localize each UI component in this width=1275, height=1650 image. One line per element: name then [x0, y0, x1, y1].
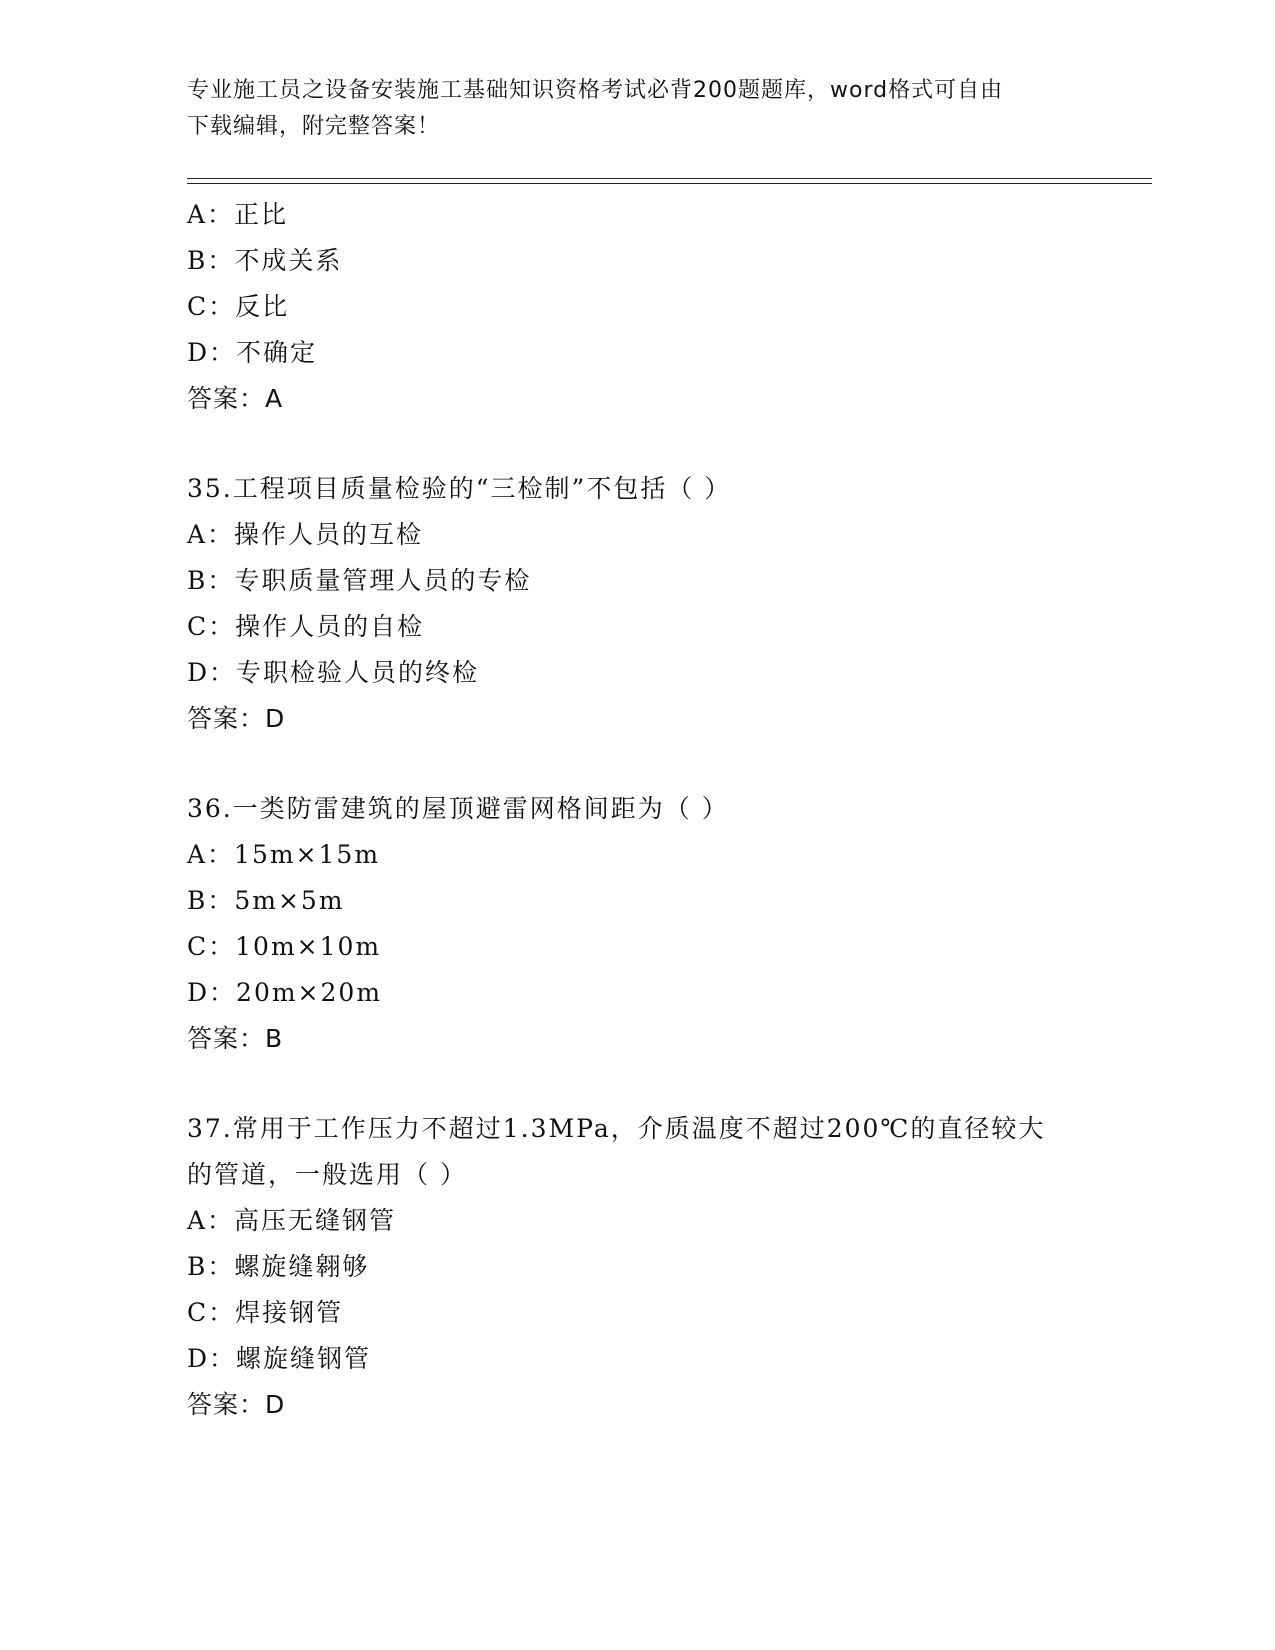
option-c: C：反比	[187, 292, 290, 321]
option-d: D：螺旋缝钢管	[187, 1344, 372, 1373]
option-a: A：15m×15m	[187, 840, 381, 869]
question-stem: 36.一类防雷建筑的屋顶避雷网格间距为（ ）	[187, 794, 729, 823]
question-block-36	[187, 786, 1087, 1062]
option-a: A：正比	[187, 200, 289, 229]
option-b: B：螺旋缝翱够	[187, 1252, 370, 1281]
question-stem-line-2: 的管道，一般选用（ ）	[187, 1160, 467, 1189]
option-c: C：10m×10m	[187, 932, 382, 961]
option-a: A：高压无缝钢管	[187, 1206, 397, 1235]
option-a: A：操作人员的互检	[187, 520, 424, 549]
option-d: D：不确定	[187, 338, 318, 367]
option-c: C：操作人员的自检	[187, 612, 425, 641]
header-title-line-1: 专业施工员之设备安装施工基础知识资格考试必背200题题库，word格式可自由	[187, 78, 1004, 103]
header-divider-bottom	[187, 183, 1152, 184]
question-content	[187, 192, 1087, 1428]
option-d: D：专职检验人员的终检	[187, 658, 480, 687]
option-b: B：不成关系	[187, 246, 343, 275]
question-stem-line-1: 37.常用于工作压力不超过1.3MPa，介质温度不超过200℃的直径较大	[187, 1114, 1046, 1143]
answer-line: 答案：B	[187, 1024, 284, 1053]
spacer	[187, 1062, 1087, 1106]
option-c: C：焊接钢管	[187, 1298, 344, 1327]
option-b: B：专职质量管理人员的专检	[187, 566, 532, 595]
question-block-34	[187, 192, 1087, 422]
spacer	[187, 742, 1087, 786]
header-title-line-2: 下载编辑，附完整答案！	[187, 114, 441, 139]
answer-line: 答案：D	[187, 704, 286, 733]
option-b: B：5m×5m	[187, 886, 345, 915]
question-block-35	[187, 466, 1087, 742]
question-stem: 35.工程项目质量检验的“三检制”不包括（ ）	[187, 474, 732, 503]
answer-line: 答案：D	[187, 1390, 286, 1419]
answer-line: 答案：A	[187, 384, 284, 413]
question-block-37	[187, 1106, 1087, 1428]
document-header	[187, 73, 1067, 145]
option-d: D：20m×20m	[187, 978, 383, 1007]
header-divider-top	[187, 178, 1152, 179]
spacer	[187, 422, 1087, 466]
